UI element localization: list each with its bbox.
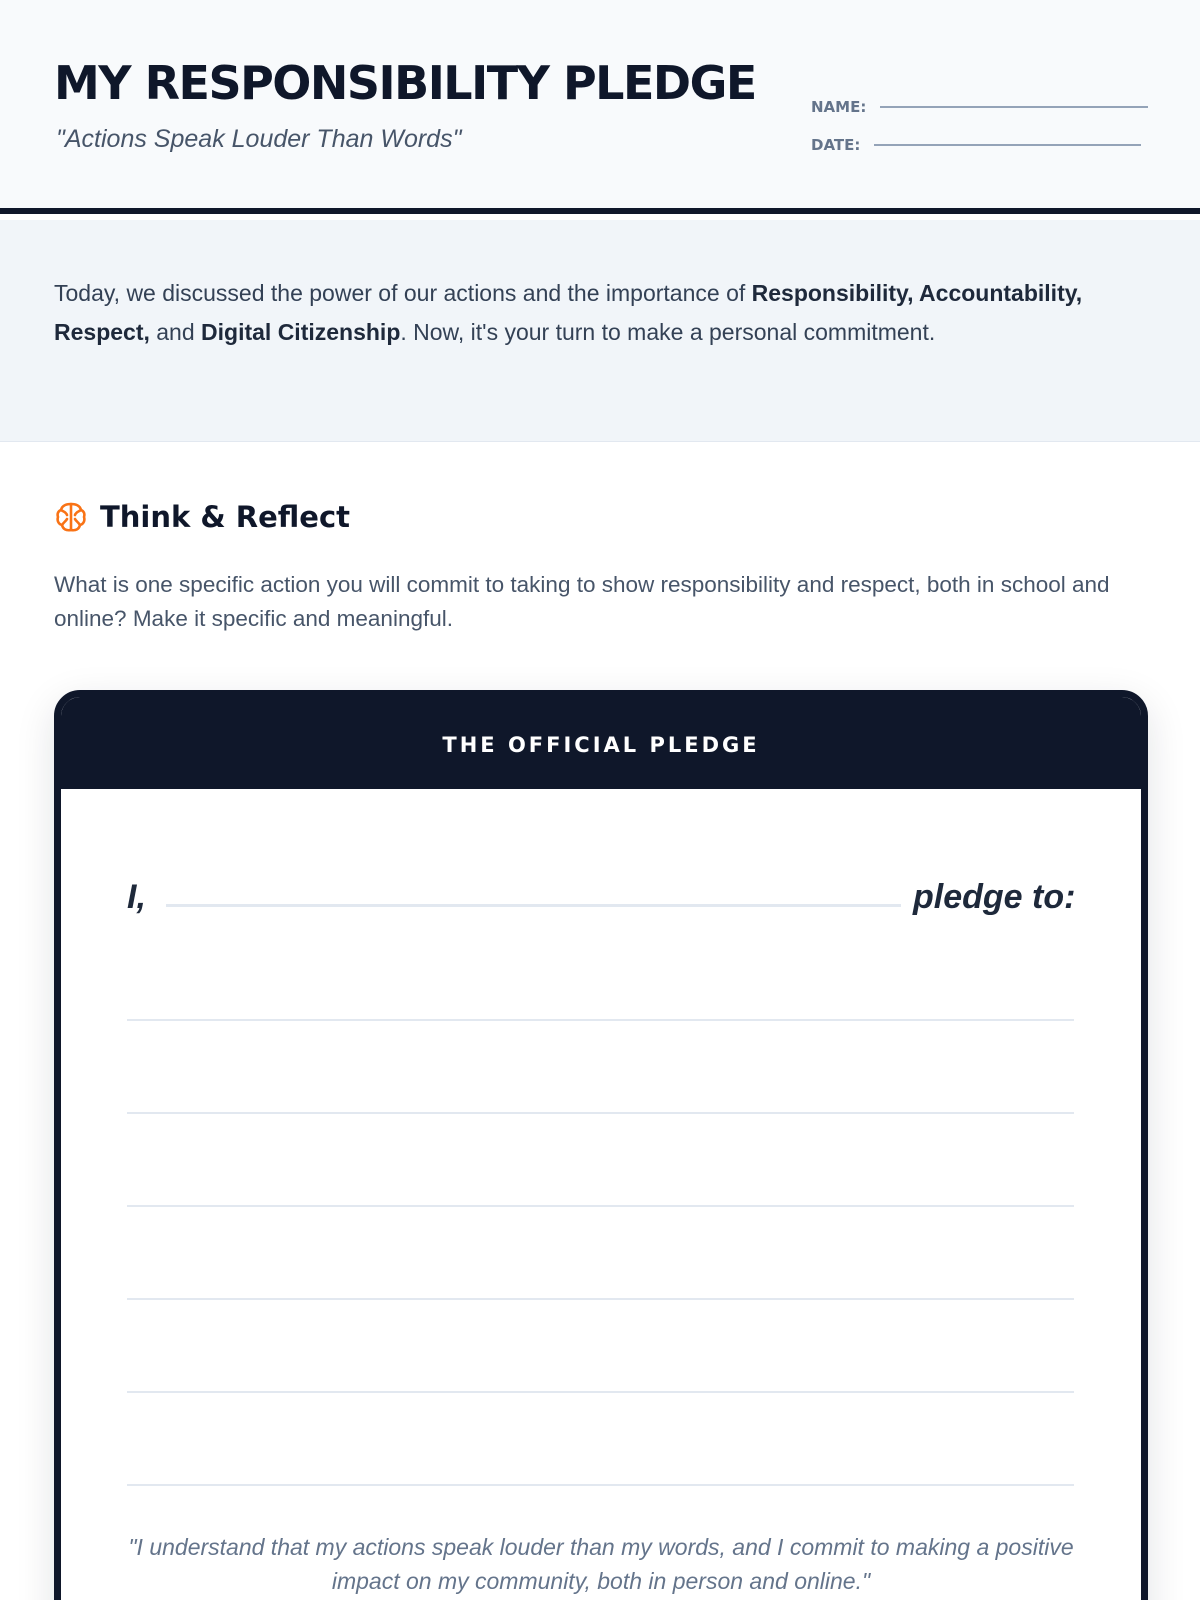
pledge-start: I, bbox=[127, 878, 146, 916]
reflect-prompt: What is one specific action you will commit to taking to show responsibility and respect, both in school and online? Make it specific and meaningful. bbox=[54, 572, 1110, 631]
intro-text-part: Today, we discussed the power of our actions and the importance of bbox=[54, 280, 752, 306]
intro-text bbox=[54, 274, 1134, 351]
page-title: MY RESPONSIBILITY PLEDGE bbox=[54, 56, 756, 110]
pledge-closing-statement: "I understand that my actions speak louder than my words, and I commit to making a positive impact on my community, both in person and online." bbox=[128, 1534, 1074, 1594]
date-field[interactable] bbox=[811, 136, 1141, 154]
name-field[interactable] bbox=[811, 98, 1148, 116]
writing-line[interactable] bbox=[127, 1112, 1074, 1114]
writing-line[interactable] bbox=[127, 1205, 1074, 1207]
writing-line[interactable] bbox=[127, 1298, 1074, 1300]
header bbox=[0, 0, 1200, 214]
intro-keyword: Responsibility, Accountability, Respect, bbox=[54, 280, 1083, 345]
brain-icon bbox=[54, 500, 88, 534]
pledge-name-line[interactable] bbox=[166, 904, 901, 907]
name-label: NAME: bbox=[811, 98, 867, 116]
reflect-title: Think & Reflect bbox=[100, 500, 350, 534]
date-line[interactable] bbox=[874, 144, 1141, 146]
pledge-card-title: THE OFFICIAL PLEDGE bbox=[442, 733, 760, 757]
writing-line[interactable] bbox=[127, 1484, 1074, 1486]
intro-text-part: . Now, it's your turn to make a personal commitment. bbox=[400, 318, 936, 345]
date-label: DATE: bbox=[811, 136, 861, 154]
name-line[interactable] bbox=[880, 106, 1148, 108]
page-subtitle: "Actions Speak Louder Than Words" bbox=[56, 125, 462, 153]
pledge-card-header bbox=[61, 697, 1141, 789]
reflect-heading bbox=[54, 500, 350, 534]
writing-line[interactable] bbox=[127, 1019, 1074, 1021]
intro-section bbox=[0, 220, 1200, 442]
pledge-end: pledge to: bbox=[913, 878, 1076, 916]
intro-text-part: and bbox=[149, 318, 202, 345]
pledge-card bbox=[54, 690, 1148, 1600]
intro-keyword: Digital Citizenship bbox=[201, 318, 401, 345]
writing-line[interactable] bbox=[127, 1391, 1074, 1393]
